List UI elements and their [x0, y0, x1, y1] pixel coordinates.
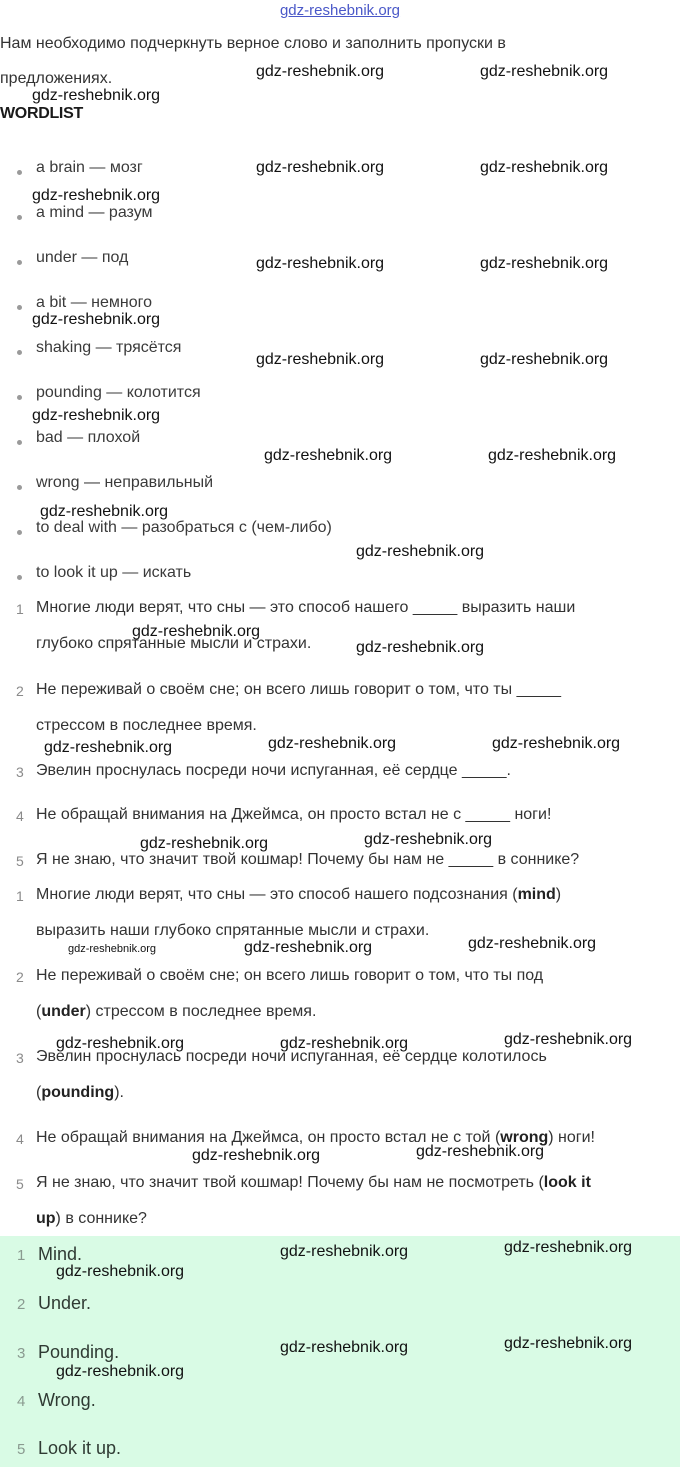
answer-word: look it	[543, 1174, 591, 1191]
wordlist-item-text: to look it up — искать	[36, 564, 192, 581]
task-number: 2	[16, 683, 24, 699]
wordlist-item-text: shaking — трясётся	[36, 339, 182, 356]
answer-text: Under.	[38, 1293, 92, 1313]
task-sentence-2-line-1: Не переживай о своём сне; он всего лишь говорит о том, что ты _____	[36, 681, 562, 698]
solution-number: 1	[16, 888, 24, 904]
watermark: gdz-reshebnik.org	[256, 63, 385, 80]
answer-number: 3	[17, 1345, 26, 1362]
watermark: gdz-reshebnik.org	[480, 351, 609, 368]
watermark: gdz-reshebnik.org	[244, 939, 373, 956]
task-number: 4	[16, 808, 24, 824]
bullet-icon	[17, 350, 22, 355]
watermark: gdz-reshebnik.org	[356, 639, 485, 656]
solution-sentence-3-line-1: Эвелин проснулась посреди ночи испуганная, её сердце колотилось	[36, 1048, 547, 1065]
wordlist-item-text: under — под	[36, 249, 129, 266]
wordlist-item-text: pounding — колотится	[36, 384, 201, 401]
watermark: gdz-reshebnik.org	[132, 623, 261, 640]
watermark: gdz-reshebnik.org	[480, 255, 609, 272]
answer-word: mind	[517, 886, 556, 903]
solution-sentence-5-line-2	[36, 1210, 147, 1228]
bullet-icon	[17, 260, 22, 265]
answer-text: Wrong.	[38, 1390, 96, 1410]
solution-sentence-2-line-2	[36, 1003, 316, 1021]
solution-number: 2	[16, 969, 24, 985]
wordlist-title: WORDLIST	[0, 105, 83, 122]
solution-text: ) в соннике?	[55, 1210, 147, 1227]
watermark: gdz-reshebnik.org	[468, 935, 597, 952]
solution-number: 3	[16, 1050, 24, 1066]
task-sentence-4: Не обращай внимания на Джеймса, он просто встал не с _____ ноги!	[36, 806, 552, 823]
task-number: 5	[16, 853, 24, 869]
watermark: gdz-reshebnik.org	[32, 311, 161, 328]
bullet-icon	[17, 485, 22, 490]
watermark: gdz-reshebnik.org	[280, 1339, 409, 1356]
watermark: gdz-reshebnik.org	[280, 1243, 409, 1260]
watermark: gdz-reshebnik.org	[416, 1143, 545, 1160]
solution-text: Многие люди верят, что сны — это способ нашего подсознания (	[36, 886, 518, 903]
watermark: gdz-reshebnik.org	[44, 739, 173, 756]
wordlist-item-text: wrong — неправильный	[36, 474, 214, 491]
watermark: gdz-reshebnik.org	[32, 407, 161, 424]
answer-text: Look it up.	[38, 1438, 122, 1458]
answer-text: Pounding.	[38, 1342, 120, 1362]
watermark: gdz-reshebnik.org	[268, 735, 397, 752]
watermark: gdz-reshebnik.org	[256, 159, 385, 176]
task-sentence-5: Я не знаю, что значит твой кошмар! Почему бы нам не _____ в соннике?	[36, 851, 580, 868]
solution-sentence-2-line-1: Не переживай о своём сне; он всего лишь говорит о том, что ты под	[36, 967, 544, 984]
answer-word: up	[36, 1210, 56, 1227]
wordlist-item-text: a brain — мозг	[36, 159, 143, 176]
solution-number: 4	[16, 1131, 24, 1147]
solution-text: ).	[114, 1084, 124, 1101]
task-sentence-1-line-2: глубоко спрятанные мысли и страхи.	[36, 635, 312, 652]
intro-line-1: Нам необходимо подчеркнуть верное слово и заполнить пропуски в	[0, 35, 506, 52]
answer-word: pounding	[41, 1084, 115, 1101]
watermark: gdz-reshebnik.org	[56, 1035, 185, 1052]
bullet-icon	[17, 215, 22, 220]
task-sentence-3: Эвелин проснулась посреди ночи испуганная, её сердце _____.	[36, 762, 511, 779]
site-link[interactable]: gdz-reshebnik.org	[279, 2, 401, 19]
solution-text: ) ноги!	[548, 1129, 595, 1146]
watermark: gdz-reshebnik.org	[256, 351, 385, 368]
watermark: gdz-reshebnik.org	[480, 63, 609, 80]
bullet-icon	[17, 305, 22, 310]
watermark: gdz-reshebnik.org	[492, 735, 621, 752]
bullet-icon	[17, 575, 22, 580]
watermark: gdz-reshebnik.org	[56, 1263, 185, 1280]
solution-text: ) стрессом в последнее время.	[85, 1003, 317, 1020]
answer-word: wrong	[500, 1129, 549, 1146]
answer-number: 1	[17, 1247, 26, 1264]
wordlist-item-text: to deal with — разобраться с (чем-либо)	[36, 519, 332, 536]
task-number: 3	[16, 764, 24, 780]
answer-number: 2	[17, 1296, 26, 1313]
watermark: gdz-reshebnik.org	[356, 543, 485, 560]
solution-number: 5	[16, 1176, 24, 1192]
watermark: gdz-reshebnik.org	[32, 187, 161, 204]
solution-text: (	[36, 1084, 42, 1101]
watermark: gdz-reshebnik.org	[504, 1335, 633, 1352]
answer-word: under	[41, 1003, 86, 1020]
solution-sentence-1-line-2: выразить наши глубоко спрятанные мысли и страхи.	[36, 922, 430, 939]
wordlist-item-text: bad — плохой	[36, 429, 141, 446]
wordlist-item-text: a bit — немного	[36, 294, 152, 311]
watermark: gdz-reshebnik.org	[504, 1031, 633, 1048]
bullet-icon	[17, 440, 22, 445]
watermark: gdz-reshebnik.org	[264, 447, 393, 464]
answer-number: 5	[17, 1441, 26, 1458]
bullet-icon	[17, 170, 22, 175]
solution-sentence-1-line-1	[36, 886, 561, 904]
solution-text: Не обращай внимания на Джеймса, он просто встал не с той (	[36, 1129, 501, 1146]
solution-text: (	[36, 1003, 42, 1020]
watermark: gdz-reshebnik.org	[256, 255, 385, 272]
bullet-icon	[17, 395, 22, 400]
watermark: gdz-reshebnik.org	[192, 1147, 321, 1164]
watermark: gdz-reshebnik.org	[488, 447, 617, 464]
wordlist-item-text: a mind — разум	[36, 204, 153, 221]
watermark: gdz-reshebnik.org	[68, 943, 157, 955]
answer-text: Mind.	[38, 1244, 83, 1264]
intro-line-2: предложениях.	[0, 70, 113, 87]
watermark: gdz-reshebnik.org	[480, 159, 609, 176]
watermark: gdz-reshebnik.org	[280, 1035, 409, 1052]
solution-text: )	[555, 886, 562, 903]
watermark: gdz-reshebnik.org	[56, 1363, 185, 1380]
answer-number: 4	[17, 1393, 26, 1410]
task-sentence-2-line-2: стрессом в последнее время.	[36, 717, 257, 734]
watermark: gdz-reshebnik.org	[40, 503, 169, 520]
watermark: gdz-reshebnik.org	[140, 835, 269, 852]
task-sentence-1-line-1: Многие люди верят, что сны — это способ нашего _____ выразить наши	[36, 599, 576, 616]
task-number: 1	[16, 601, 24, 617]
watermark: gdz-reshebnik.org	[364, 831, 493, 848]
solution-sentence-5-line-1	[36, 1174, 591, 1192]
bullet-icon	[17, 530, 22, 535]
solution-text: Я не знаю, что значит твой кошмар! Почему бы нам не посмотреть (	[36, 1174, 544, 1191]
watermark: gdz-reshebnik.org	[32, 87, 161, 104]
solution-sentence-3-line-2	[36, 1084, 124, 1102]
watermark: gdz-reshebnik.org	[504, 1239, 633, 1256]
